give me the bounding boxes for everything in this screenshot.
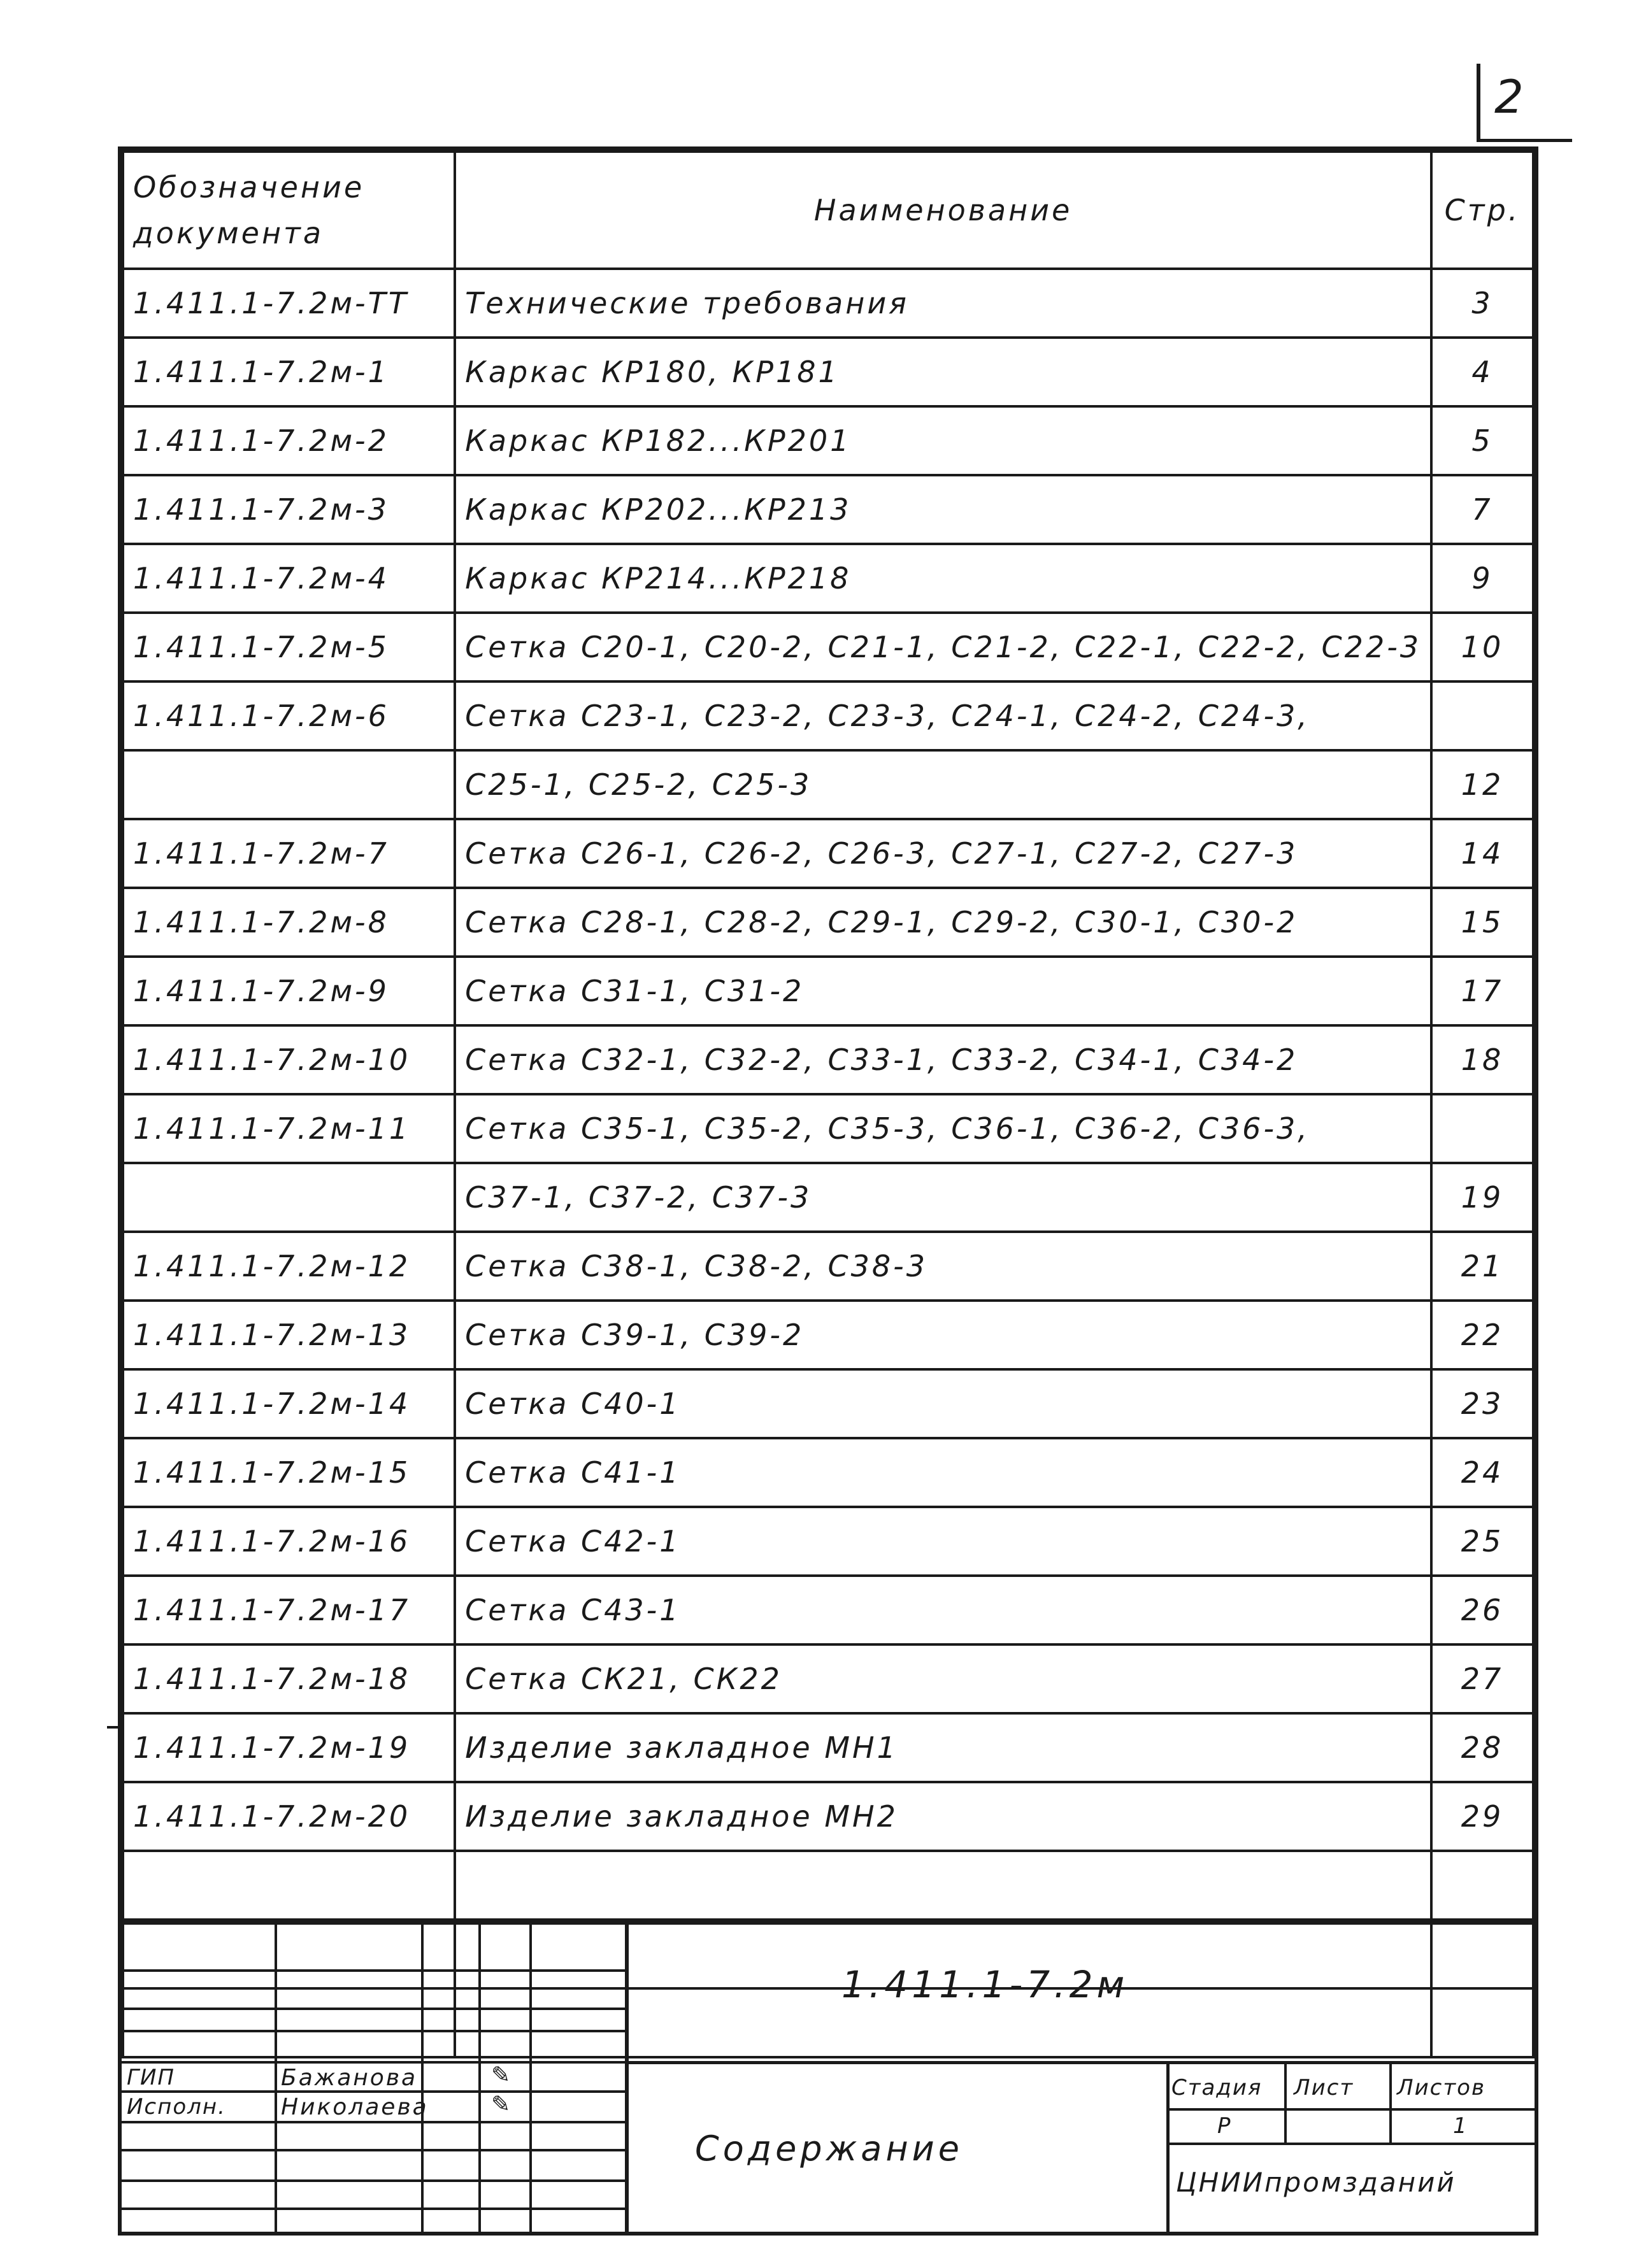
row-code <box>123 1163 455 1232</box>
row-page: 7 <box>1431 475 1533 544</box>
row-page: 29 <box>1431 1782 1533 1851</box>
table-row <box>123 475 1533 544</box>
stage-label: Стадия <box>1171 2075 1263 2100</box>
table-row <box>123 269 1533 338</box>
row-code: 1.411.1-7.2м-16 <box>123 1507 455 1576</box>
row-name: Сетка С39-1, С39-2 <box>455 1301 1431 1369</box>
row-code: 1.411.1-7.2м-17 <box>123 1576 455 1644</box>
row-code <box>123 1851 455 1920</box>
row-code: 1.411.1-7.2м-6 <box>123 681 455 750</box>
table-header-row <box>123 152 1533 269</box>
row-code: 1.411.1-7.2м-9 <box>123 957 455 1025</box>
row-page: 4 <box>1431 338 1533 406</box>
table-row <box>123 613 1533 681</box>
sheets-value: 1 <box>1453 2113 1468 2139</box>
sheet-number-mark <box>1477 64 1480 140</box>
table-row <box>123 888 1533 957</box>
table-row <box>123 1163 1533 1232</box>
table-row <box>123 750 1533 819</box>
row-code: 1.411.1-7.2м-1 <box>123 338 455 406</box>
header-designation-line2: документа <box>133 216 324 250</box>
row-name: Сетка С26-1, С26-2, С26-3, С27-1, С27-2, С27-3 <box>455 819 1431 888</box>
table-row <box>123 1369 1533 1438</box>
table-row <box>123 1301 1533 1369</box>
row-page: 10 <box>1431 613 1533 681</box>
stage-value: Р <box>1217 2113 1232 2139</box>
table-row <box>123 406 1533 475</box>
row-page: 5 <box>1431 406 1533 475</box>
row-page: 27 <box>1431 1644 1533 1713</box>
row-page: 17 <box>1431 957 1533 1025</box>
row-page: 23 <box>1431 1369 1533 1438</box>
row-page <box>1431 1094 1533 1163</box>
row-code: 1.411.1-7.2м-4 <box>123 544 455 613</box>
row-page: 14 <box>1431 819 1533 888</box>
signature-2: ✎ <box>491 2092 511 2118</box>
row-code: 1.411.1-7.2м-19 <box>123 1713 455 1782</box>
row-page: 18 <box>1431 1025 1533 1094</box>
row-name: Изделие закладное МН1 <box>455 1713 1431 1782</box>
row-name: Сетка С35-1, С35-2, С35-3, С36-1, С36-2, С36-3, <box>455 1094 1431 1163</box>
row-code: 1.411.1-7.2м-ТТ <box>123 269 455 338</box>
row-page <box>1431 681 1533 750</box>
table-row <box>123 1094 1533 1163</box>
row-page: 12 <box>1431 750 1533 819</box>
row-code: 1.411.1-7.2м-13 <box>123 1301 455 1369</box>
row-page: 25 <box>1431 1507 1533 1576</box>
organization: ЦНИИпромзданий <box>1176 2167 1456 2198</box>
row-code: 1.411.1-7.2м-14 <box>123 1369 455 1438</box>
document-code: 1.411.1-7.2м <box>841 1963 1129 2006</box>
row-name: Сетка С40-1 <box>455 1369 1431 1438</box>
row-name: Сетка С38-1, С38-2, С38-3 <box>455 1232 1431 1301</box>
row-page: 3 <box>1431 269 1533 338</box>
person-1: Бажанова <box>281 2065 418 2091</box>
row-code: 1.411.1-7.2м-10 <box>123 1025 455 1094</box>
row-page: 21 <box>1431 1232 1533 1301</box>
row-code: 1.411.1-7.2м-20 <box>123 1782 455 1851</box>
row-code: 1.411.1-7.2м-15 <box>123 1438 455 1507</box>
table-row <box>123 338 1533 406</box>
row-code <box>123 750 455 819</box>
table-row <box>123 1713 1533 1782</box>
row-code: 1.411.1-7.2м-11 <box>123 1094 455 1163</box>
table-row <box>123 1851 1533 1920</box>
row-page: 24 <box>1431 1438 1533 1507</box>
table-row <box>123 1232 1533 1301</box>
row-name: Сетка С43-1 <box>455 1576 1431 1644</box>
row-name: Сетка СК21, СК22 <box>455 1644 1431 1713</box>
signature-grid <box>122 1925 625 2236</box>
header-page: Стр. <box>1431 152 1533 269</box>
table-row <box>123 681 1533 750</box>
row-page: 28 <box>1431 1713 1533 1782</box>
row-name: Сетка С20-1, С20-2, С21-1, С21-2, С22-1, С22-2, С22-3 <box>455 613 1431 681</box>
document-title: Содержание <box>695 2129 963 2169</box>
header-designation-line1: Обозначение <box>133 170 365 204</box>
row-code: 1.411.1-7.2м-7 <box>123 819 455 888</box>
table-row <box>123 1507 1533 1576</box>
row-code: 1.411.1-7.2м-3 <box>123 475 455 544</box>
row-name: Технические требования <box>455 269 1431 338</box>
table-row <box>123 957 1533 1025</box>
table-row <box>123 1644 1533 1713</box>
sheets-label: Листов <box>1397 2075 1486 2100</box>
row-name: Сетка С42-1 <box>455 1507 1431 1576</box>
signature-1: ✎ <box>491 2062 511 2088</box>
row-name: С37-1, С37-2, С37-3 <box>455 1163 1431 1232</box>
row-name <box>455 1851 1431 1920</box>
row-name: Изделие закладное МН2 <box>455 1782 1431 1851</box>
row-page: 22 <box>1431 1301 1533 1369</box>
row-name: Сетка С28-1, С28-2, С29-1, С29-2, С30-1, С30-2 <box>455 888 1431 957</box>
sheet-number: 2 <box>1494 70 1524 124</box>
header-name: Наименование <box>455 152 1431 269</box>
contents-table <box>122 150 1535 2058</box>
table-row <box>123 819 1533 888</box>
table-row <box>123 544 1533 613</box>
table-row <box>123 1025 1533 1094</box>
drawing-frame <box>118 146 1538 2236</box>
row-name: Сетка С32-1, С32-2, С33-1, С33-2, С34-1, С34-2 <box>455 1025 1431 1094</box>
row-name: Сетка С41-1 <box>455 1438 1431 1507</box>
person-2: Николаева <box>281 2094 429 2120</box>
row-page: 15 <box>1431 888 1533 957</box>
row-name: С25-1, С25-2, С25-3 <box>455 750 1431 819</box>
sheet-label: Лист <box>1294 2075 1354 2100</box>
row-name: Каркас КР182...КР201 <box>455 406 1431 475</box>
row-code: 1.411.1-7.2м-12 <box>123 1232 455 1301</box>
row-page: 19 <box>1431 1163 1533 1232</box>
row-name: Сетка С31-1, С31-2 <box>455 957 1431 1025</box>
table-row <box>123 1576 1533 1644</box>
role-1: ГИП <box>127 2065 175 2090</box>
row-page: 9 <box>1431 544 1533 613</box>
row-name: Сетка С23-1, С23-2, С23-3, С24-1, С24-2, С24-3, <box>455 681 1431 750</box>
row-code: 1.411.1-7.2м-18 <box>123 1644 455 1713</box>
sheet-number-underline <box>1477 139 1572 142</box>
row-code: 1.411.1-7.2м-8 <box>123 888 455 957</box>
row-name: Каркас КР180, КР181 <box>455 338 1431 406</box>
table-row <box>123 1782 1533 1851</box>
role-2: Испoлн. <box>127 2094 226 2120</box>
row-name: Каркас КР202...КР213 <box>455 475 1431 544</box>
row-page: 26 <box>1431 1576 1533 1644</box>
row-page <box>1431 1851 1533 1920</box>
row-code: 1.411.1-7.2м-5 <box>123 613 455 681</box>
row-code: 1.411.1-7.2м-2 <box>123 406 455 475</box>
header-designation <box>123 152 455 269</box>
row-name: Каркас КР214...КР218 <box>455 544 1431 613</box>
title-block <box>122 1921 1535 2236</box>
table-row <box>123 1438 1533 1507</box>
